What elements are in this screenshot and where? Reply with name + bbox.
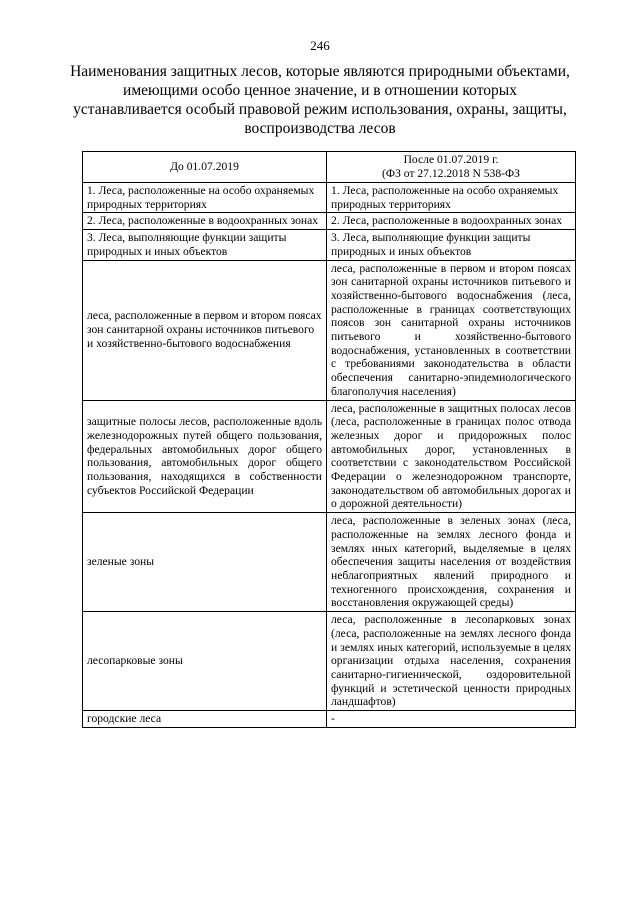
row-7-after: леса, расположенные в лесопарковых зонах (леса, расположенные на землях лесного фонда и землях иных категорий, используемые в целях организации отдыха населения, сохранения санитарно-гигиенической, оздоровительной функций и эстетической ценности природных ландшафтов) xyxy=(327,612,576,711)
header-after-line2: (ФЗ от 27.12.2018 N 538-ФЗ xyxy=(382,167,520,180)
row-1-after: 1. Леса, расположенные на особо охраняемых природных территориях xyxy=(327,183,576,213)
row-2-after: 2. Леса, расположенные в водоохранных зонах xyxy=(327,213,576,230)
comparison-table xyxy=(82,151,576,728)
table-row xyxy=(83,213,576,230)
row-7-before: лесопарковые зоны xyxy=(83,612,327,711)
table-row xyxy=(83,400,576,513)
header-after-line1: После 01.07.2019 г. xyxy=(403,153,499,167)
header-after xyxy=(327,152,576,183)
table-header-row xyxy=(83,152,576,183)
table-row xyxy=(83,183,576,213)
row-2-before: 2. Леса, расположенные в водоохранных зонах xyxy=(83,213,327,230)
row-6-after: леса, расположенные в зеленых зонах (леса, расположенные на землях лесного фонда и землях иных категорий, выделяемые в целях обеспечения защиты населения от воздействия неблагоприятных явлений природного и техногенного происхождения, сохранения и восстановления окружающей среды) xyxy=(327,513,576,612)
row-6-before: зеленые зоны xyxy=(83,513,327,612)
row-4-before: леса, расположенные в первом и втором поясах зон санитарной охраны источников питьевого и хозяйственно-бытового водоснабжения xyxy=(83,260,327,400)
page-number: 246 xyxy=(310,38,330,53)
row-8-after: - xyxy=(327,711,576,728)
header-before: До 01.07.2019 xyxy=(83,152,327,183)
row-3-after: 3. Леса, выполняющие функции защиты природных и иных объектов xyxy=(327,230,576,260)
row-1-before: 1. Леса, расположенные на особо охраняемых природных территориях xyxy=(83,183,327,213)
row-3-before: 3. Леса, выполняющие функции защиты природных и иных объектов xyxy=(83,230,327,260)
row-4-after: леса, расположенные в первом и втором поясах зон санитарной охраны источников питьевого и хозяйственно-бытового водоснабжения (леса, расположенные в границах соответствующих поясов зон санитарной охраны источников питьевого и хозяйственно-бытового водоснабжения, установленных в соответствии с требованиями законодательства в области обеспечения санитарно-эпидемиологического благополучия населения) xyxy=(327,260,576,400)
table-row xyxy=(83,711,576,728)
table-row xyxy=(83,612,576,711)
table-row xyxy=(83,230,576,260)
row-8-before: городские леса xyxy=(83,711,327,728)
row-5-before: защитные полосы лесов, расположенные вдоль железнодорожных путей общего пользования, федеральных автомобильных дорог общего пользования, автомобильных дорог общего пользования, находящихся в собственности субъектов Российской Федерации xyxy=(83,400,327,513)
row-5-after: леса, расположенные в защитных полосах лесов (леса, расположенные в границах полос отвода железных дорог и придорожных полос автомобильных дорог, установленных в соответствии с законодательством Российской Федерации о железнодорожном транспорте, законодательством об автомобильных дорогах и о дорожной деятельности) xyxy=(327,400,576,513)
table-row xyxy=(83,513,576,612)
table-row xyxy=(83,260,576,400)
page-title: Наименования защитных лесов, которые являются природными объектами, имеющими особо ценное значение, и в отношении которых устанавливается особый правовой режим использования, охраны, защиты, воспроизводства лесов xyxy=(70,63,570,137)
